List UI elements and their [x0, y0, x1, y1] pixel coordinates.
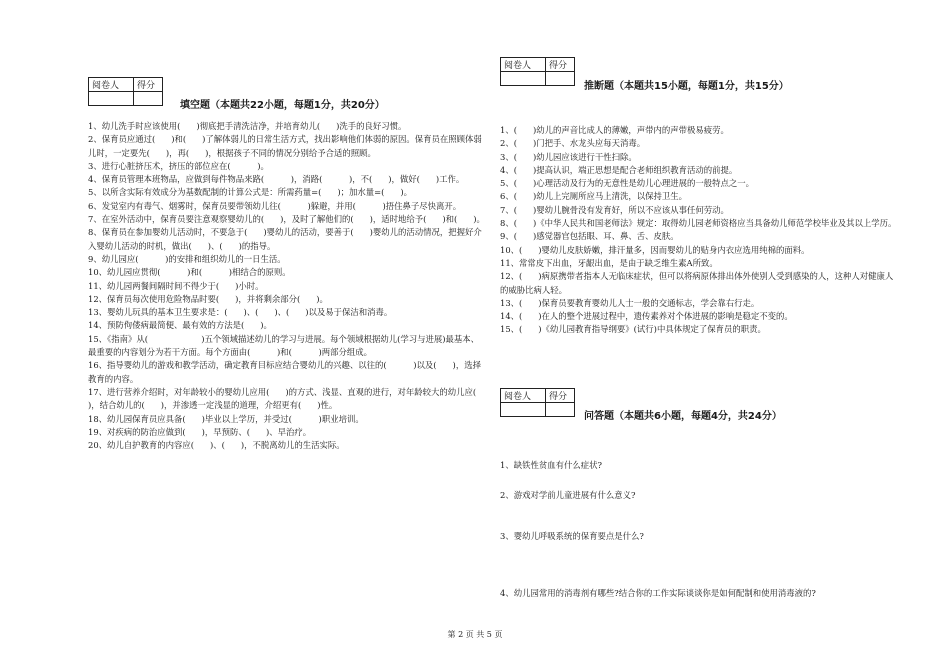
fill-blank-question: 12、保育员每次使用危险物品时要( )，并将剩余部分( )。: [88, 293, 328, 304]
judge-question: 10、( )婴幼儿皮肤娇嫩，排汗量多，因而婴幼儿的贴身内衣应选用纯棉的面料。: [500, 244, 810, 255]
fill-blank-question: 19、对疾病的防治应做到( )，早预防、( )、早治疗。: [88, 426, 312, 437]
judge-question: 4、( )提高认识，端正思想是配合老师组织教育活动的前提。: [500, 164, 738, 175]
score-label: 得分: [546, 389, 575, 403]
fill-blank-question: 3、进行心脏挤压术，挤压的部位应在( )。: [88, 160, 269, 171]
fill-blank-question: 9、幼儿园应( )的安排和组织幼儿的一日生活。: [88, 253, 286, 264]
fill-blank-question: 2、保育员应通过( )和( )了解体弱儿的日常生活方式，找出影响他们体弱的原因。保育员在照顾体弱儿时，一定要先( )，再( )，根据孩子不同的情况分别给予合适的照顾。: [88, 134, 482, 158]
fill-blank-question: 4、保育员管理本班物品，应做到每件物品来路( )，消路( )，不( )，做好( )工作。: [88, 174, 465, 185]
fill-blank-question: 15、《指南》从( )五个领域描述幼儿的学习与进展。每个领域根据幼儿(学习与进展)最基本、最重要的内容划分为若干方面。每个方面由( )和( )两部分组成。: [88, 333, 480, 358]
fill-blank-title: 填空题（本题共22小题，每题1分，共20分）: [180, 100, 385, 111]
fill-blank-question: 20、幼儿自护教育的内容应( )、( )，不脱离幼儿的生活实际。: [88, 440, 345, 451]
reviewer-blank[interactable]: [89, 92, 134, 106]
fill-blank-question: 18、幼儿园保育员应具备( )毕业以上学历，并受过( )职业培训。: [88, 413, 364, 424]
score-label: 得分: [546, 58, 575, 72]
essay-question: 4、幼儿园常用的消毒剂有哪些?结合你的工作实际谈谈你是如何配制和使用消毒液的?: [500, 588, 816, 598]
reviewer-label: 阅卷人: [89, 78, 134, 92]
reviewer-label: 阅卷人: [501, 389, 546, 403]
fill-blank-question: 17、进行营养介绍时，对年龄较小的婴幼儿应用( )的方式、浅显、直观的进行，对年龄较大的幼儿应( )，结合幼儿的( )，并渗透一定浅显的道理，介绍更有( )性。: [88, 386, 493, 411]
fill-blank-question: 13、婴幼儿玩具的基本卫生要求是：( )、( )、( )以及易于保洁和消毒。: [88, 307, 393, 318]
judge-question: 14、( )在人的整个进展过程中，遗传素养对个体进展的影响是稳定不变的。: [500, 311, 793, 322]
essay-question: 1、缺铁性贫血有什么症状?: [500, 460, 602, 470]
fill-blank-question: 5、以所含实际有效成分为基数配制的计算公式是：所需药量=( )；加水量=( )。: [88, 187, 413, 198]
judge-question: 15、( )《幼儿园教育指导纲要》(试行)中具体规定了保育员的职责。: [500, 324, 766, 335]
judge-question: 3、( )幼儿园应该进行干性扫除。: [500, 151, 637, 162]
fill-blank-question: 11、幼儿园两餐间隔时间不得少于( )小时。: [88, 280, 264, 291]
judge-question: 6、( )幼儿上完厕所应马上清洗，以保持卫生。: [500, 191, 687, 202]
fill-blank-question: 7、在室外活动中，保育员要注意观察婴幼儿的( )，及时了解他们的( )，适时地给予( )和( )。: [88, 214, 485, 225]
fill-blank-question: 8、保育员在参加婴幼儿活动时，不要急于( )婴幼儿的活动，要善于( )婴幼儿的活动情况，把握好介入婴幼儿活动的时机，做出( )、( )的指导。: [88, 227, 482, 251]
essay-question: 2、游戏对学前儿童进展有什么意义?: [500, 490, 636, 500]
reviewer-label: 阅卷人: [501, 58, 546, 72]
essay-question: 3、婴幼儿呼吸系统的保育要点是什么?: [500, 531, 644, 541]
fill-blank-question: 16、指导婴幼儿的游戏和教学活动，确定教育目标应结合婴幼儿的兴趣、以往的( )以及( )，选择教育的内容。: [88, 360, 481, 384]
score-label: 得分: [134, 78, 163, 92]
judge-question: 8、( )《中华人民共和国老师法》规定：取得幼儿园老师资格应当具备幼儿师范学校毕业及其以上学历。: [500, 218, 897, 229]
judge-question: 1、( )幼儿的声音比成人的薄嫩，声带内的声带极易疲劳。: [500, 125, 729, 135]
fill-blank-question: 6、发觉室内有毒气、烟雾时，保育员要带领幼儿往( )躲避，并用( )捂住鼻子尽快离开。: [88, 200, 462, 211]
judge-question: 11、常常皮下出血，牙龈出血，是由于缺乏维生素A所致。: [500, 257, 718, 268]
judge-question: 9、( )感觉器官包括眼、耳、鼻、舌、皮肤。: [500, 231, 679, 242]
score-blank[interactable]: [134, 92, 163, 106]
judge-question: 12、( )病原携带者指本人无临床症状，但可以将病原体排出体外使别人受到感染的人，这种人对健康人的威胁比病人轻。: [500, 271, 894, 295]
score-box-fill-blank: [88, 77, 163, 106]
fill-blank-question: 1、幼儿洗手时应该使用( )彻底把手清洗洁净，并培育幼儿( )洗手的良好习惯。: [88, 121, 407, 131]
judge-question: 13、( )保育员要教育婴幼儿人士一般的交通标志，学会靠右行走。: [500, 297, 760, 308]
judge-question: 2、( )门把手、水龙头应每天消毒。: [500, 138, 646, 149]
page-footer: 第 2 页 共 5 页: [447, 630, 503, 639]
judge-question: 5、( )心理活动及行为的无意性是幼儿心理进展的一般特点之一。: [500, 178, 754, 189]
essay-title: 问答题（本题共6小题，每题4分，共24分）: [584, 411, 782, 422]
fill-blank-question: 14、预防佝偻病最简便、最有效的方法是( )。: [88, 320, 272, 331]
judge-question: 7、( )婴幼儿腕骨没有发育好，所以不应该从事任何劳动。: [500, 204, 729, 215]
judge-title: 推断题（本题共15小题，每题1分，共15分）: [584, 81, 789, 92]
essay-questions: [500, 0, 900, 671]
fill-blank-question: 10、幼儿园应贯彻( )和( )相结合的原则。: [88, 267, 291, 278]
fill-blank-questions: [88, 120, 493, 452]
